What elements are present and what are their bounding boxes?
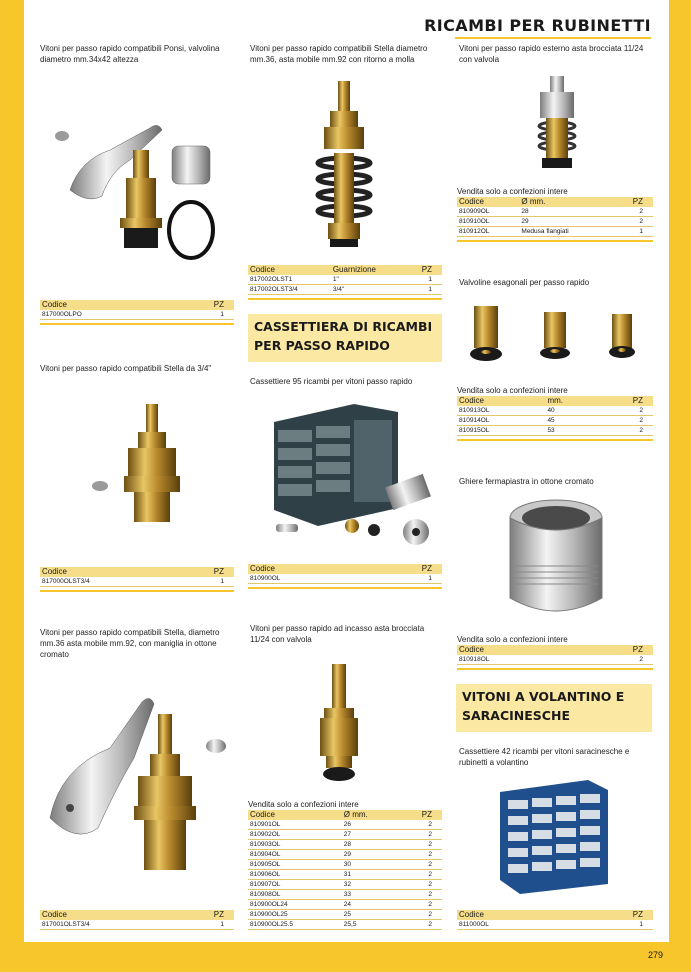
product-card-stella-handle — [40, 627, 234, 660]
table-cell: 2 — [398, 820, 442, 830]
table-row — [248, 920, 442, 930]
table-cell: 811000OL — [457, 920, 575, 930]
section-heading-volantino — [456, 684, 652, 732]
product-table-hex-valves — [457, 386, 653, 441]
table-row — [248, 910, 442, 920]
table-row — [457, 207, 653, 217]
product-photo-ring-nut — [500, 494, 612, 622]
table-cell: 28 — [519, 207, 612, 217]
table-cell: 810913OL — [457, 406, 545, 416]
product-description: Vitoni per passo rapido esterno asta brocciata 11/24 con valvola — [459, 44, 644, 64]
sales-note: Vendita solo a confezioni intere — [457, 187, 568, 196]
column-header: Codice — [40, 567, 176, 577]
column-header: mm. — [545, 396, 595, 406]
table-cell: 40 — [545, 406, 595, 416]
table-cell: 26 — [342, 820, 398, 830]
product-card-ponsi — [40, 43, 234, 65]
product-card-cassettiera — [250, 376, 444, 387]
table-cell: 28 — [342, 840, 398, 850]
column-header: Codice — [457, 396, 545, 406]
column-header: PZ — [169, 300, 234, 310]
column-header: PZ — [596, 396, 653, 406]
product-description: Vitoni per passo rapido compatibili Stella da 3/4" — [40, 364, 212, 373]
product-description: Vitoni per passo rapido compatibili Stella diametro mm.36, asta mobile mm.92 con ritorno a molla — [250, 44, 428, 64]
table-cell: 1 — [575, 920, 653, 930]
table-cell: 2 — [576, 655, 653, 665]
table-row — [457, 227, 653, 237]
section-heading-cassettiera — [248, 314, 442, 362]
table-cell: 1 — [406, 275, 442, 285]
table-row — [248, 860, 442, 870]
page-edge-right — [669, 0, 691, 972]
page-footer-band — [24, 942, 691, 972]
product-description: Valvoline esagonali per passo rapido — [459, 278, 590, 287]
table-cell: 24 — [342, 900, 398, 910]
product-photo-stella-34-valve — [90, 400, 200, 530]
table-cell: 810903OL — [248, 840, 342, 850]
table-cell: 1 — [176, 577, 234, 587]
table-cell: Medusa flangiati — [519, 227, 612, 237]
section-title: VITONI A VOLANTINO E SARACINESCHE — [462, 689, 625, 723]
column-header: PZ — [398, 810, 442, 820]
table-cell: 1 — [169, 310, 234, 320]
product-card-stella-spring — [250, 43, 444, 65]
table-cell: 2 — [613, 217, 653, 227]
table-cell: 2 — [398, 870, 442, 880]
table-cell: 817002OLST3/4 — [248, 285, 331, 295]
table-cell: 810906OL — [248, 870, 342, 880]
table-cell: 810908OL — [248, 890, 342, 900]
product-card-recessed-valve — [250, 623, 444, 645]
table-cell: 810907OL — [248, 880, 342, 890]
product-photo-external-valve — [520, 72, 596, 177]
page-title: RICAMBI PER RUBINETTI — [424, 16, 651, 35]
table-row — [40, 310, 234, 320]
product-table-stella-handle — [40, 910, 234, 930]
product-card-stella-34 — [40, 363, 234, 374]
product-photo-stella-spring-valve — [290, 75, 400, 260]
sales-note: Vendita solo a confezioni intere — [248, 800, 359, 809]
table-cell: 2 — [398, 830, 442, 840]
product-photo-ponsi-valve — [40, 100, 234, 272]
table-cell: 2 — [398, 920, 442, 930]
product-description: Vitoni per passo rapido ad incasso asta brocciata 11/24 con valvola — [250, 624, 425, 644]
table-cell: 2 — [398, 890, 442, 900]
product-card-volantino-cabinet — [459, 746, 653, 768]
table-row — [40, 577, 234, 587]
table-row — [457, 920, 653, 930]
column-header: PZ — [176, 910, 234, 920]
product-table-external-valve — [457, 187, 653, 242]
table-cell: 31 — [342, 870, 398, 880]
table-row — [248, 900, 442, 910]
table-cell: 30 — [342, 860, 398, 870]
column-header: Guarnizione — [331, 265, 407, 275]
table-cell: 2 — [398, 850, 442, 860]
section-rule — [40, 323, 234, 325]
table-row — [248, 890, 442, 900]
table-cell: 3/4" — [331, 285, 407, 295]
column-header: PZ — [176, 567, 234, 577]
table-cell: 53 — [545, 426, 595, 436]
section-rule — [457, 668, 653, 670]
column-header: Codice — [248, 810, 342, 820]
product-table-recessed-valve — [248, 800, 442, 930]
section-rule — [248, 298, 442, 300]
table-cell: 810900OL — [248, 574, 366, 584]
table-cell: 2 — [398, 900, 442, 910]
product-card-external-valve — [459, 43, 653, 65]
table-cell: 817001OLST3/4 — [40, 920, 176, 930]
column-header: Codice — [40, 300, 169, 310]
table-row — [248, 574, 442, 584]
column-header: PZ — [613, 197, 653, 207]
table-cell: 2 — [398, 880, 442, 890]
table-cell: 2 — [398, 860, 442, 870]
table-cell: 1 — [406, 285, 442, 295]
table-cell: 29 — [342, 850, 398, 860]
table-cell: 25,5 — [342, 920, 398, 930]
table-cell: 2 — [398, 910, 442, 920]
table-row — [248, 285, 442, 295]
product-description: Ghiere fermapiastra in ottone cromato — [459, 477, 594, 486]
product-description: Cassettiere 42 ricambi per vitoni saracinesche e rubinetti a volantino — [459, 747, 630, 767]
product-description: Vitoni per passo rapido compatibili Ponsi, valvolina diametro mm.34x42 altezza — [40, 44, 220, 64]
page-edge-left — [0, 0, 24, 972]
product-photo-recessed-valve — [300, 660, 380, 790]
section-title: CASSETTIERA DI RICAMBI PER PASSO RAPIDO — [254, 319, 433, 353]
product-photo-stella-handle-valve — [40, 688, 234, 888]
table-row — [40, 920, 234, 930]
product-photo-volantino-cabinet — [492, 776, 616, 898]
table-row — [248, 820, 442, 830]
column-header: Codice — [457, 645, 576, 655]
column-header: PZ — [576, 645, 653, 655]
table-cell: 810910OL — [457, 217, 519, 227]
table-cell: 810914OL — [457, 416, 545, 426]
product-table-cassettiera — [248, 564, 442, 589]
header-rule — [455, 37, 651, 39]
table-cell: 810901OL — [248, 820, 342, 830]
table-cell: 2 — [596, 406, 653, 416]
page-number: 279 — [647, 950, 663, 960]
table-cell: 810915OL — [457, 426, 545, 436]
section-rule — [248, 587, 442, 589]
table-cell: 29 — [519, 217, 612, 227]
table-cell: 810900OL24 — [248, 900, 342, 910]
product-table-volantino-cabinet — [457, 910, 653, 930]
table-cell: 2 — [398, 840, 442, 850]
table-cell: 27 — [342, 830, 398, 840]
table-cell: 32 — [342, 880, 398, 890]
table-cell: 1 — [366, 574, 442, 584]
table-cell: 2 — [596, 416, 653, 426]
table-cell: 1" — [331, 275, 407, 285]
table-cell: 810902OL — [248, 830, 342, 840]
column-header: PZ — [366, 564, 442, 574]
table-cell: 810905OL — [248, 860, 342, 870]
table-cell: 810900OL25.5 — [248, 920, 342, 930]
product-table-ponsi — [40, 300, 234, 325]
section-rule — [457, 439, 653, 441]
product-photo-drawer-cabinet — [258, 396, 444, 552]
table-cell: 2 — [613, 207, 653, 217]
table-row — [248, 830, 442, 840]
column-header: Codice — [248, 564, 366, 574]
table-cell: 810909OL — [457, 207, 519, 217]
table-row — [457, 217, 653, 227]
table-row — [457, 655, 653, 665]
table-cell: 45 — [545, 416, 595, 426]
table-cell: 810904OL — [248, 850, 342, 860]
product-table-stella-spring — [248, 265, 442, 300]
table-cell: 810918OL — [457, 655, 576, 665]
product-photo-hex-valves — [458, 298, 652, 370]
table-row — [248, 870, 442, 880]
column-header: Codice — [457, 197, 519, 207]
column-header: Codice — [457, 910, 575, 920]
product-card-hex-valves — [459, 277, 653, 288]
column-header: Ø mm. — [342, 810, 398, 820]
product-description: Cassettiere 95 ricambi per vitoni passo rapido — [250, 377, 413, 386]
table-cell: 817000OLPO — [40, 310, 169, 320]
section-rule — [457, 240, 653, 242]
table-row — [248, 275, 442, 285]
table-cell: 2 — [596, 426, 653, 436]
table-cell: 817002OLST1 — [248, 275, 331, 285]
table-cell: 33 — [342, 890, 398, 900]
table-cell: 810912OL — [457, 227, 519, 237]
table-row — [248, 880, 442, 890]
table-cell: 817000OLST3/4 — [40, 577, 176, 587]
product-card-ring-nut — [459, 476, 653, 487]
column-header: Ø mm. — [519, 197, 612, 207]
table-cell: 810900OL25 — [248, 910, 342, 920]
column-header: Codice — [248, 265, 331, 275]
section-rule — [40, 590, 234, 592]
column-header: Codice — [40, 910, 176, 920]
product-description: Vitoni per passo rapido compatibili Stella, diametro mm.36 asta mobile mm.92, con maniglia in ottone cromato — [40, 628, 220, 659]
table-row — [248, 840, 442, 850]
table-cell: 25 — [342, 910, 398, 920]
table-row — [457, 406, 653, 416]
product-table-ring-nut — [457, 635, 653, 670]
column-header: PZ — [575, 910, 653, 920]
table-cell: 1 — [176, 920, 234, 930]
sales-note: Vendita solo a confezioni intere — [457, 386, 568, 395]
table-row — [457, 416, 653, 426]
sales-note: Vendita solo a confezioni intere — [457, 635, 568, 644]
table-cell: 1 — [613, 227, 653, 237]
table-row — [457, 426, 653, 436]
table-row — [248, 850, 442, 860]
column-header: PZ — [406, 265, 442, 275]
product-table-stella-34 — [40, 567, 234, 592]
